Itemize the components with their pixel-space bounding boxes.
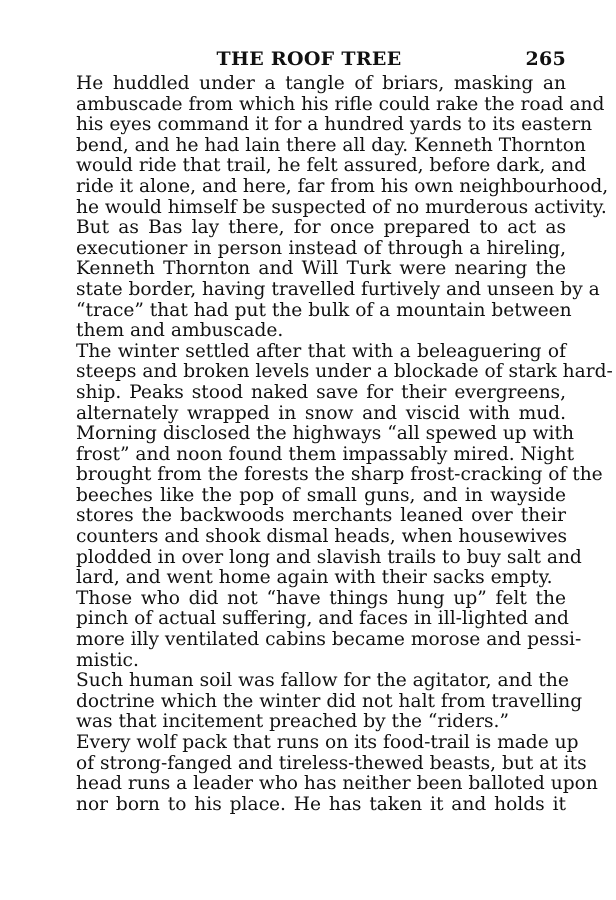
text-line: “trace” that had put the bulk of a mountain between bbox=[76, 299, 572, 321]
paragraph bbox=[52, 340, 613, 589]
text-line: The winter settled after that with a beleaguering of bbox=[76, 340, 566, 362]
paragraph bbox=[52, 217, 600, 342]
text-line: beeches like the pop of small guns, and in wayside bbox=[76, 484, 566, 506]
paragraph bbox=[52, 587, 582, 671]
running-header bbox=[52, 44, 566, 74]
paragraph bbox=[52, 732, 598, 815]
text-line: plodded in over long and slavish trails to buy salt and bbox=[76, 546, 582, 568]
body-text bbox=[52, 73, 613, 815]
text-line: stores the backwoods merchants leaned over their bbox=[76, 505, 566, 527]
text-line: them and ambuscade. bbox=[76, 320, 284, 342]
text-line: more illy ventilated cabins became morose and pessi- bbox=[76, 629, 582, 651]
text-line: Kenneth Thornton and Will Turk were nearing the bbox=[76, 258, 566, 280]
text-line: he would himself be suspected of no murderous activity. bbox=[76, 196, 607, 218]
text-line: counters and shook dismal heads, when housewives bbox=[76, 526, 568, 548]
text-line: pinch of actual suffering, and faces in ill-lighted and bbox=[76, 608, 569, 630]
book-page bbox=[52, 44, 613, 815]
text-line: Morning disclosed the highways “all spewed up with bbox=[76, 423, 574, 445]
text-line: would ride that trail, he felt assured, before dark, and bbox=[76, 155, 587, 177]
text-line: ship. Peaks stood naked save for their evergreens, bbox=[76, 381, 566, 403]
text-line: alternately wrapped in snow and viscid with mud. bbox=[76, 402, 566, 424]
page-number: 265 bbox=[525, 48, 566, 70]
text-line: He huddled under a tangle of briars, masking an bbox=[76, 73, 566, 94]
text-line: was that incitement preached by the “riders.” bbox=[76, 711, 509, 733]
text-line: executioner in person instead of through a hireling, bbox=[76, 237, 566, 259]
text-line: Every wolf pack that runs on its food-trail is made up bbox=[76, 732, 579, 753]
paragraph bbox=[52, 670, 583, 733]
text-line: mistic. bbox=[76, 649, 139, 671]
text-line: steeps and broken levels under a blockade of stark hard- bbox=[76, 361, 613, 383]
text-line: Such human soil was fallow for the agitator, and the bbox=[76, 670, 569, 692]
text-line: ambuscade from which his rifle could rake the road and bbox=[76, 93, 605, 115]
text-line: lard, and went home again with their sacks empty. bbox=[76, 567, 553, 589]
text-line: head runs a leader who has neither been balloted upon bbox=[76, 773, 598, 795]
paragraph bbox=[52, 73, 609, 218]
text-line: brought from the forests the sharp frost-cracking of the bbox=[76, 464, 603, 486]
text-line: state border, having travelled furtively and unseen by a bbox=[76, 278, 600, 300]
text-line: his eyes command it for a hundred yards to its eastern bbox=[76, 114, 593, 136]
running-title: THE ROOF TREE bbox=[216, 48, 402, 70]
text-line: But as Bas lay there, for once prepared to act as bbox=[76, 217, 566, 239]
text-line: nor born to his place. He has taken it and holds it bbox=[76, 793, 566, 815]
text-line: bend, and he had lain there all day. Kenneth Thornton bbox=[76, 134, 586, 156]
text-line: of strong-fanged and tireless-thewed beasts, but at its bbox=[76, 752, 587, 774]
text-line: ride it alone, and here, far from his own neighbourhood, bbox=[76, 175, 609, 197]
text-line: doctrine which the winter did not halt from travelling bbox=[76, 690, 583, 712]
text-line: frost” and noon found them impassably mired. Night bbox=[76, 443, 575, 465]
text-line: Those who did not “have things hung up” felt the bbox=[76, 587, 566, 609]
